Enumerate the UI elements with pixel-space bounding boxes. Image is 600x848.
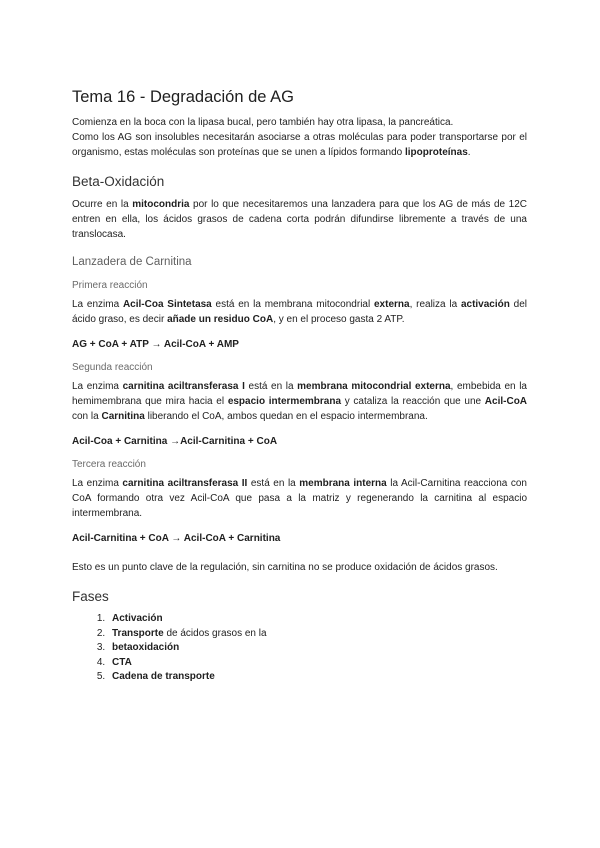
text: está en la	[244, 381, 298, 392]
text: La enzima	[72, 381, 123, 392]
text: la Acil-Carnitina reacciona con CoA formando otra vez Acil-CoA que pasa a la matriz y regenerando la carnitina al espacio intermembrana.	[72, 478, 527, 519]
intro-paragraph-1	[72, 115, 527, 130]
text: con la	[72, 411, 102, 422]
bold-term: mitocondria	[132, 199, 190, 210]
section-heading-fases: Fases	[72, 589, 109, 604]
reaction-1-paragraph	[72, 297, 527, 327]
reaction-1-equation: AG + CoA + ATP → Acil-CoA + AMP	[72, 339, 239, 350]
reaction-3-equation: Acil-Carnitina + CoA → Acil-CoA + Carnitina	[72, 533, 281, 544]
text: está en la membrana mitocondrial	[211, 299, 374, 310]
bold-term: membrana mitocondrial externa	[297, 381, 451, 392]
bold-term: lipoproteínas	[404, 147, 468, 158]
text: La enzima	[72, 478, 123, 489]
text: , embebida en la hemimembrana que mira hacia el	[72, 381, 527, 407]
text: , realiza la	[409, 299, 461, 310]
intro-text: Comienza en la boca con la lipasa bucal, pero también hay otra lipasa, la pancreática.	[72, 117, 454, 128]
list-item	[108, 612, 527, 627]
bold-term: Acil-Coa Sintetasa	[122, 299, 212, 310]
phases-list	[72, 612, 527, 685]
page-title: Tema 16 - Degradación de AG	[72, 88, 294, 106]
text: liberando el CoA, ambos quedan en el espacio intermembrana.	[144, 411, 428, 422]
text: por lo que necesitaremos una lanzadera para que los AG de más de 12C entren en ella, los ácidos grasos de cadena corta podrán difundirse libremente a través de una translocasa.	[72, 199, 527, 240]
subsection-heading-lanzadera: Lanzadera de Carnitina	[72, 256, 192, 268]
phase-name: Activación	[112, 613, 163, 624]
bold-term: activación	[460, 299, 510, 310]
reaction-heading-3: Tercera reacción	[72, 459, 146, 470]
text: del ácido graso, es decir	[72, 299, 528, 325]
phase-name: CTA	[112, 656, 132, 668]
reaction-2-equation: Acil-Coa + Carnitina →Acil-Carnitina + CoA	[72, 436, 278, 447]
phase-name: Transporte	[112, 627, 164, 639]
intro-text: Como los AG son insolubles necesitarán asociarse a otras moléculas para poder transportarse por el organismo, estas moléculas son proteínas que se unen a lípidos formando	[72, 132, 527, 158]
bold-term: externa	[373, 299, 410, 310]
reaction-2-paragraph	[72, 379, 527, 424]
intro-paragraph-2	[72, 130, 527, 160]
bold-term: carnitina aciltransferasa II	[122, 478, 248, 489]
phase-name: betaoxidación	[112, 642, 180, 653]
bold-term: Acil-CoA	[484, 396, 528, 407]
bold-term: espacio intermembrana	[227, 396, 342, 407]
beta-paragraph	[72, 197, 527, 242]
reaction-heading-2: Segunda reacción	[72, 362, 153, 373]
phase-name: Cadena de transporte	[112, 671, 215, 682]
phase-text: de ácidos grasos en la	[163, 627, 267, 639]
document-content	[72, 88, 527, 685]
text: y cataliza la reacción que une	[341, 396, 485, 407]
text: Ocurre en la	[72, 199, 133, 210]
bold-term: añade un residuo CoA	[167, 314, 274, 325]
bold-term: Carnitina	[101, 411, 145, 422]
bold-term: membrana interna	[299, 478, 387, 489]
text: está en la	[247, 478, 300, 489]
text: , y en el proceso gasta 2 ATP.	[273, 314, 405, 325]
list-item	[108, 627, 527, 642]
text: La enzima	[72, 299, 123, 310]
intro-text: .	[467, 147, 471, 158]
list-item	[108, 670, 527, 685]
list-item	[108, 656, 527, 671]
bold-term: carnitina aciltransferasa I	[122, 381, 245, 392]
section-heading-beta: Beta-Oxidación	[72, 174, 165, 189]
reaction-heading-1: Primera reacción	[72, 280, 148, 291]
spacer	[72, 550, 527, 560]
reaction-3-paragraph	[72, 476, 527, 521]
list-item	[108, 641, 527, 656]
regulation-paragraph: Esto es un punto clave de la regulación, sin carnitina no se produce oxidación de ácidos grasos.	[72, 562, 498, 573]
